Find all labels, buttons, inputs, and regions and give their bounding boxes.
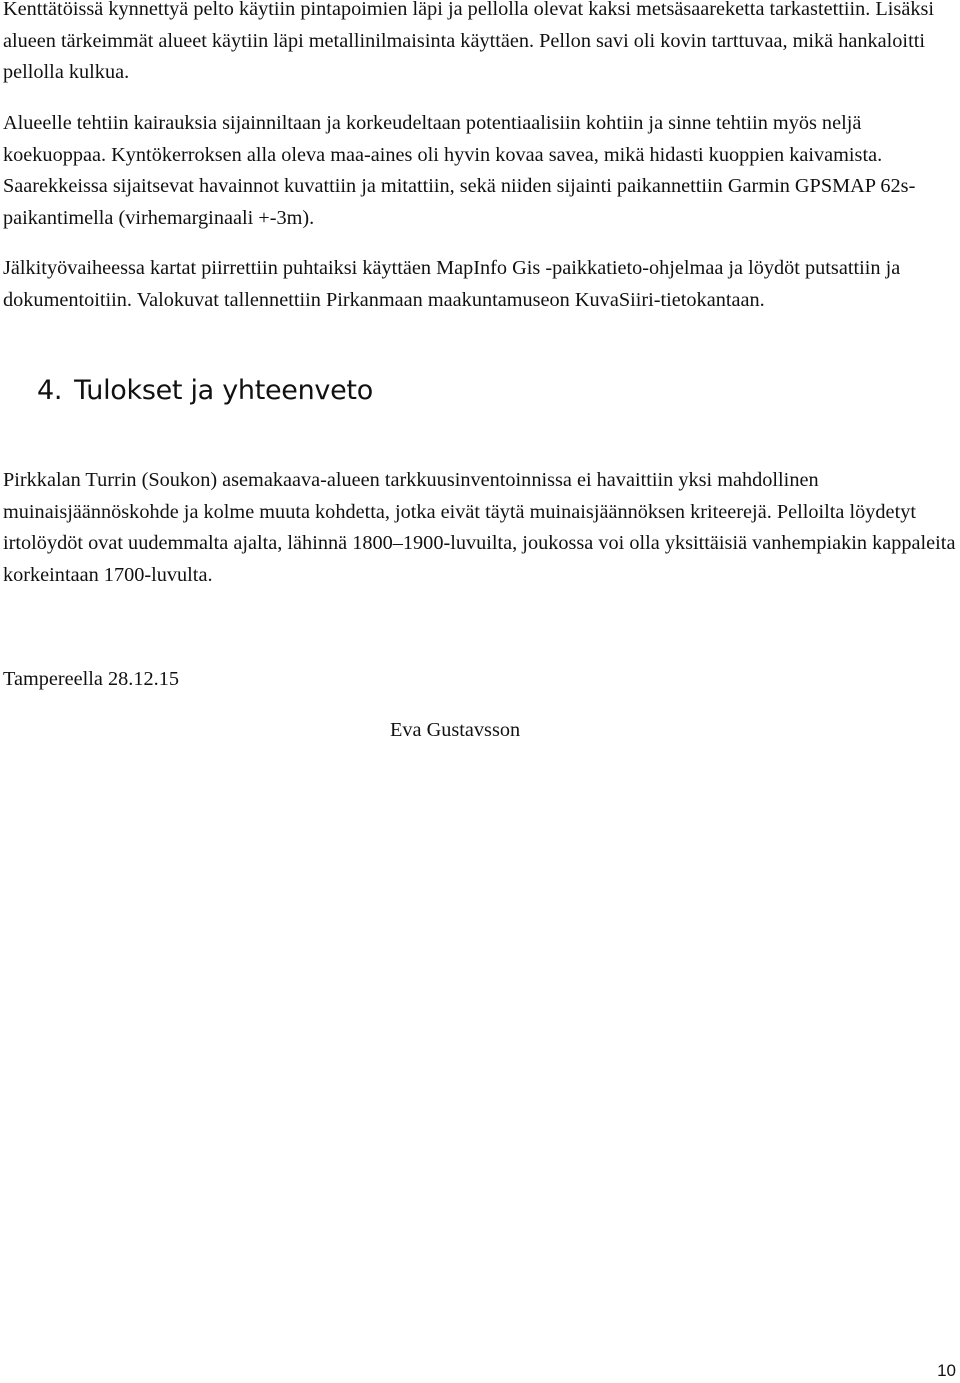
results-paragraph: Pirkkalan Turrin (Soukon) asemakaava-alueen tarkkuusinventoinnissa ei havaittiin yksi mahdollinen muinaisjäännöskohde ja kolme muuta kohdetta, jotka eivät täytä muinaisjäännöksen kriteerejä. Pelloilta löydetyt irtolöydöt ovat uudemmalta ajalta, lähinnä 1800–1900-luvuilta, joukossa voi olla yksittäisiä vanhempiakin kappaleita korkeintaan 1700-luvulta. — [3, 469, 956, 586]
page-number: 10 — [937, 1361, 956, 1380]
body-paragraph-post-processing: Jälkityövaiheessa kartat piirrettiin puhtaiksi käyttäen MapInfo Gis -paikkatieto-ohjelmaa ja löydöt putsattiin ja dokumentoitiin. Valokuvat tallennettiin Pirkanmaan maakuntamuseon KuvaSiiri-tietokantaan. — [3, 257, 901, 311]
place-and-date: Tampereella 28.12.15 — [3, 668, 179, 690]
section-title: Tulokset ja yhteenveto — [74, 375, 373, 406]
section-heading — [37, 371, 373, 411]
section-number: 4. — [37, 375, 63, 406]
body-paragraph-test-pits: Alueelle tehtiin kairauksia sijainniltaan ja korkeudeltaan potentiaalisiin kohtiin ja sinne tehtiin myös neljä koekuoppaa. Kyntökerroksen alla oleva maa-aines oli hyvin kovaa savea, mikä hidasti kuoppien kaivamista. Saarekkeissa sijaitsevat havainnot kuvattiin ja mitattiin, sekä niiden sijainti paikannettiin Garmin GPSMAP 62s-paikantimella (virhemarginaali +-3m). — [3, 112, 916, 229]
author-name: Eva Gustavsson — [390, 719, 521, 741]
body-paragraph-fieldwork: Kenttätöissä kynnettyä pelto käytiin pintapoimien läpi ja pellolla olevat kaksi metsäsaareketta tarkastettiin. Lisäksi alueen tärkeimmät alueet käytiin läpi metallinilmaisinta käyttäen. Pellon savi oli kovin tarttuvaa, mikä hankaloitti pellolla kulkua. — [3, 0, 934, 83]
